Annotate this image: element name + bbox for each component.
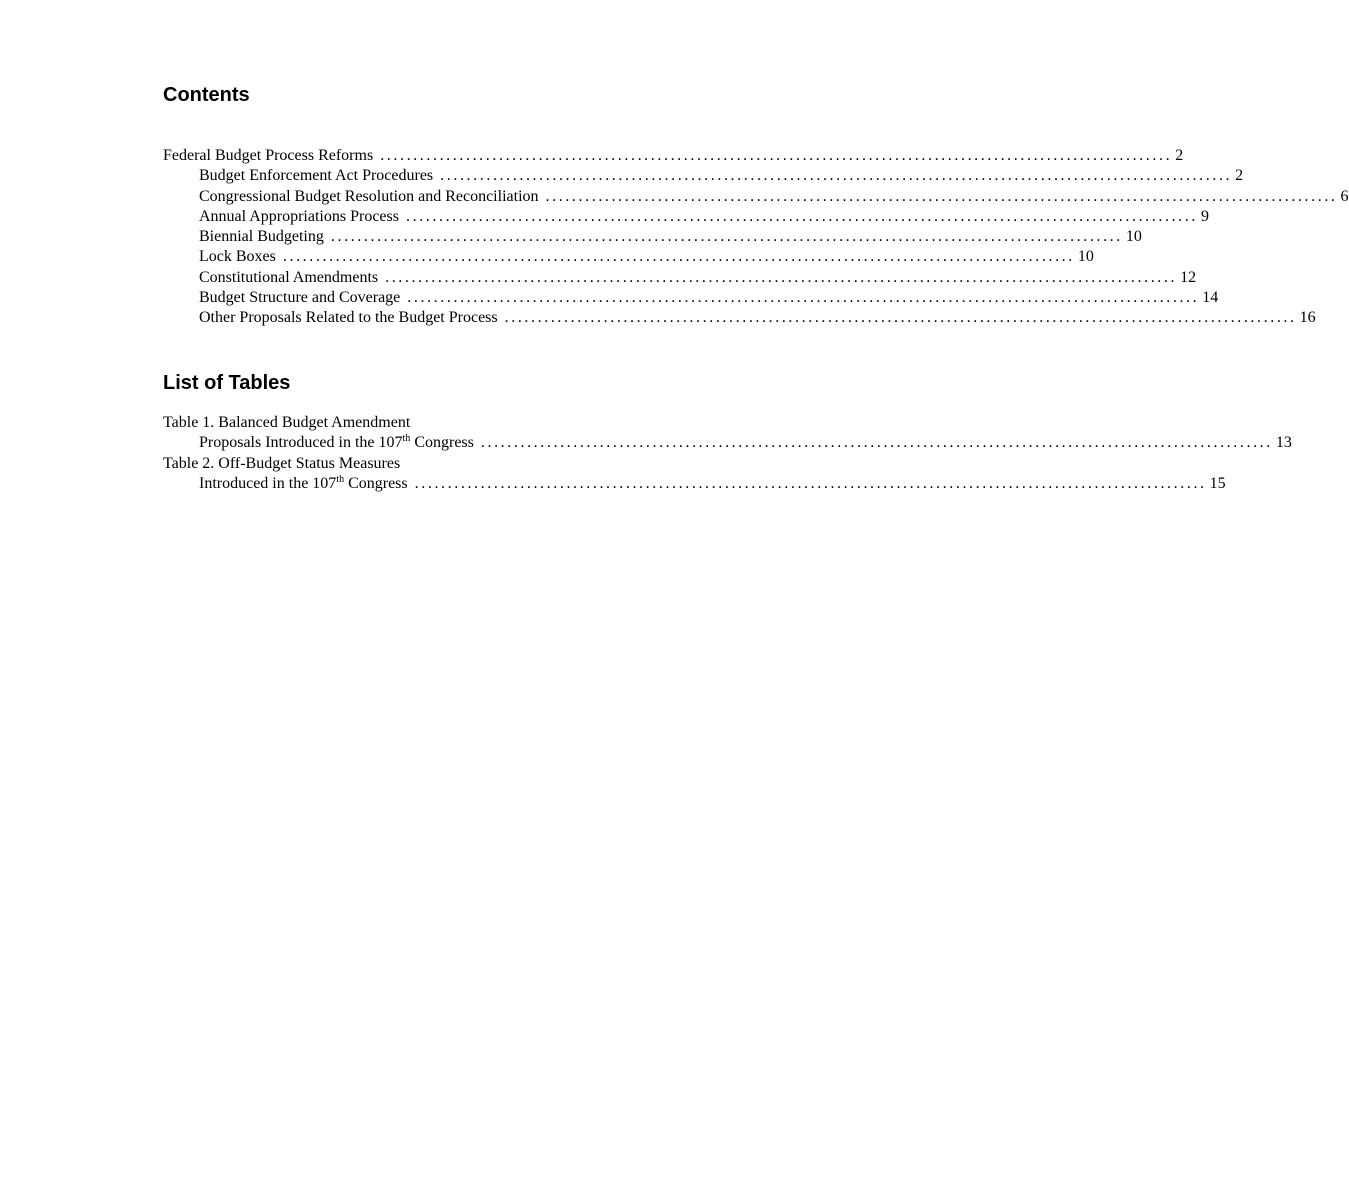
table-entry-continuation <box>163 473 1226 494</box>
table-entry[interactable] <box>163 454 1226 495</box>
toc-entry[interactable] <box>163 227 1142 247</box>
dot-leader: ........................................................................................................................ <box>480 434 1273 452</box>
table-entry-caption <box>163 413 759 433</box>
toc-entry-page: 9 <box>1200 207 1209 225</box>
toc-entry[interactable] <box>163 207 1209 227</box>
toc-entry-page: 6 <box>1340 187 1349 205</box>
dot-leader: ........................................................................................................................ <box>407 289 1200 307</box>
toc-entry-page: 14 <box>1202 289 1219 307</box>
toc-entry-title: Constitutional Amendments <box>199 268 379 286</box>
toc-entry-page: 2 <box>1175 147 1184 164</box>
toc-entry[interactable] <box>163 308 1316 328</box>
dot-leader: ........................................................................................................................ <box>380 147 1173 164</box>
dot-leader: ........................................................................................................................ <box>282 248 1075 266</box>
dot-leader: ........................................................................................................................ <box>414 474 1207 492</box>
dot-leader: ........................................................................................................................ <box>385 268 1178 286</box>
toc-entry-title: Federal Budget Process Reforms <box>163 147 374 164</box>
table-entry[interactable] <box>163 413 1292 454</box>
toc-entry-page: 10 <box>1077 248 1094 266</box>
toc-entry-title: Lock Boxes <box>199 248 276 266</box>
dot-leader: ........................................................................................................................ <box>330 228 1123 246</box>
toc-entry[interactable] <box>163 187 1349 207</box>
toc-entry-title: Other Proposals Related to the Budget Process <box>199 309 498 327</box>
toc-entry-title: Congressional Budget Resolution and Reconciliation <box>199 187 539 205</box>
toc-entry-title: Budget Enforcement Act Procedures <box>199 167 434 185</box>
toc-entry[interactable] <box>163 146 1184 166</box>
table-entry-caption <box>163 454 759 474</box>
toc-entry-title: Annual Appropriations Process <box>199 207 399 225</box>
toc-entry-page: 10 <box>1125 228 1142 246</box>
table-entry-title-cont: Introduced in the 107th Congress <box>199 473 408 492</box>
toc-entry-title: Budget Structure and Coverage <box>199 289 401 307</box>
dot-leader: ........................................................................................................................ <box>440 167 1233 185</box>
table-entry-title: Table 2. Off-Budget Status Measures <box>163 454 401 472</box>
toc-entry-title: Biennial Budgeting <box>199 228 324 246</box>
toc-entry-page: 12 <box>1180 268 1197 286</box>
toc-entry-page: 2 <box>1235 167 1244 185</box>
contents-heading: Contents <box>163 84 250 106</box>
dot-leader: ........................................................................................................................ <box>504 309 1297 327</box>
table-entry-title: Table 1. Balanced Budget Amendment <box>163 414 411 431</box>
list-of-tables <box>163 413 1292 494</box>
table-entry-title-cont: Proposals Introduced in the 107th Congress <box>199 433 474 452</box>
contents-list <box>163 146 1349 329</box>
toc-entry[interactable] <box>163 288 1219 308</box>
toc-entry-page: 16 <box>1299 309 1316 327</box>
toc-entry[interactable] <box>163 166 1244 186</box>
table-entry-continuation <box>163 433 1292 453</box>
table-entry-page: 15 <box>1209 474 1226 492</box>
dot-leader: ........................................................................................................................ <box>405 207 1198 225</box>
table-entry-page: 13 <box>1275 434 1292 452</box>
toc-entry[interactable] <box>163 247 1094 267</box>
toc-entry[interactable] <box>163 268 1197 288</box>
dot-leader: ........................................................................................................................ <box>545 187 1338 205</box>
list-of-tables-heading: List of Tables <box>163 372 291 394</box>
